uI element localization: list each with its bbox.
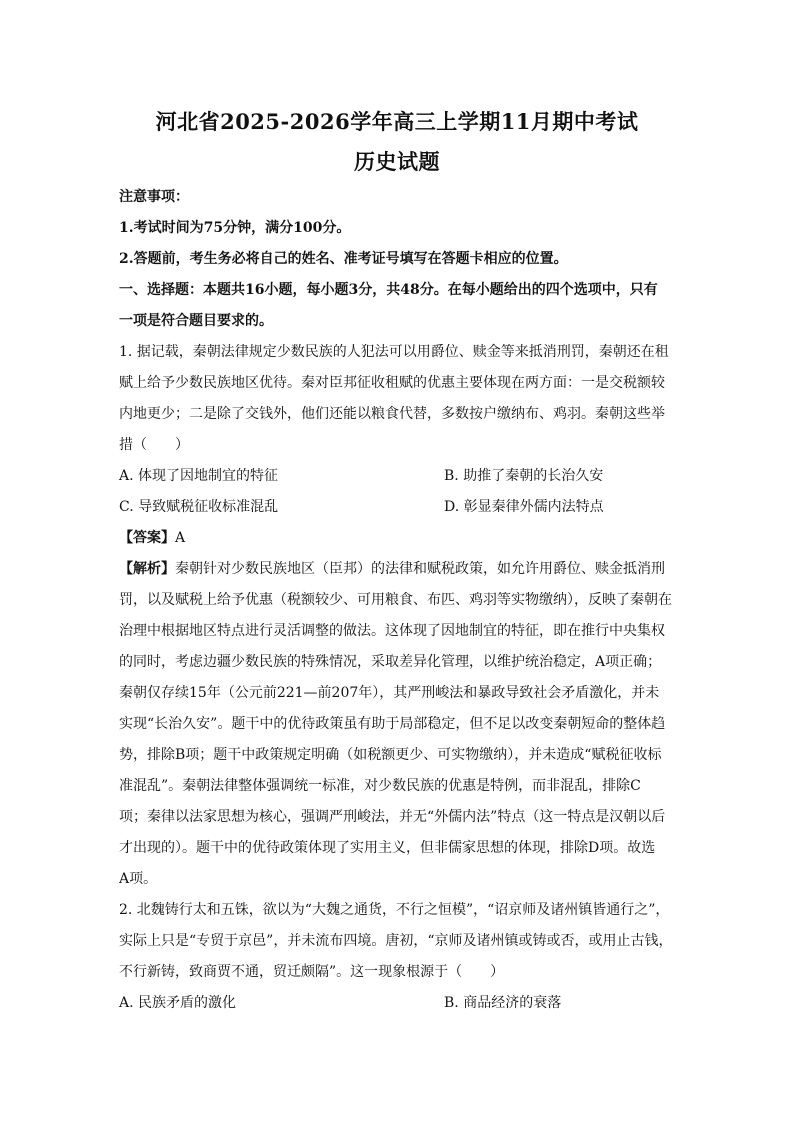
q2-stem-line: 实际上只是“专贸于京邑”，并未流布四境。唐初，“京师及诸州镇或铸或否，或用止古钱， [119, 933, 673, 949]
q1-analysis-line: 治理中根据地区特点进行灵活调整的做法。这体现了因地制宜的特征，即在推行中央集权 [119, 623, 665, 639]
q1-option-c: C. 导致赋税征收标准混乱 [119, 499, 279, 515]
q1-stem-line: 1. 据记载，秦朝法律规定少数民族的人犯法可以用爵位、赎金等来抵消刑罚，秦朝还在租 [119, 344, 669, 360]
analysis-label: 【解析】 [119, 561, 175, 577]
analysis-text: 秦朝针对少数民族地区（臣邦）的法律和赋税政策，如允许用爵位、赎金抵消刑 [175, 561, 665, 577]
q1-option-d: D. 彰显秦律外儒内法特点 [444, 499, 604, 515]
notes-item-2: 2.答题前，考生务必将自己的姓名、准考证号填写在答题卡相应的位置。 [119, 251, 568, 267]
q2-option-b: B. 商品经济的衰落 [444, 995, 562, 1011]
q2-stem-line: 2. 北魏铸行太和五铢，欲以为“大魏之通货，不行之恒模”，“诏京师及诸州镇皆通行之”， [119, 902, 670, 918]
q1-option-a: A. 体现了因地制宜的特征 [119, 468, 279, 484]
exam-subtitle: 历史试题 [354, 149, 440, 174]
q1-analysis-line: 实现“长治久安”。题干中的优待政策虽有助于局部稳定，但不足以改变秦朝短命的整体趋 [119, 716, 666, 732]
q1-answer [119, 528, 679, 548]
notes-heading: 注意事项： [119, 189, 189, 205]
notes-item-1: 1.考试时间为75分钟，满分100分。 [119, 220, 351, 236]
q1-analysis-line: 秦朝仅存续15年（公元前221—前207年），其严刑峻法和暴政导致社会矛盾激化，并未 [119, 685, 660, 701]
q1-analysis-line: 势，排除B项；题干中政策规定明确（如税额更少、可实物缴纳），并未造成“赋税征收标 [119, 747, 662, 763]
q2-option-a: A. 民族矛盾的激化 [119, 995, 237, 1011]
q1-analysis-line: 罚，以及赋税上给予优惠（税额较少、可用粮食、布匹、鸡羽等实物缴纳），反映了秦朝在 [119, 592, 672, 608]
q1-stem-line: 措（ ） [119, 437, 189, 453]
q1-analysis-line: A项。 [119, 871, 158, 887]
q1-analysis-line: 的同时，考虑边疆少数民族的特殊情况，采取差异化管理，以维护统治稳定，A项正确； [119, 654, 662, 670]
q1-analysis-line: 项；秦律以法家思想为核心，强调严刑峻法，并无“外儒内法”特点（这一特点是汉朝以后 [119, 809, 666, 825]
answer-value: A [175, 530, 186, 546]
q1-analysis-line: 才出现的）。题干中的优待政策体现了实用主义，但非儒家思想的体现，排除D项。故选 [119, 840, 656, 856]
section-heading-line-2: 一项是符合题目要求的。 [119, 313, 273, 329]
q2-stem-line: 不行新铸，致商贾不通，贸迁颇隔”。这一现象根源于（ ） [119, 964, 505, 980]
q1-stem-line: 内地更少；二是除了交钱外，他们还能以粮食代替，多数按户缴纳布、鸡羽。秦朝这些举 [119, 406, 665, 422]
answer-label: 【答案】 [119, 530, 175, 546]
q1-analysis-line [119, 559, 679, 579]
exam-title: 河北省2025-2026学年高三上学期11月期中考试 [155, 109, 639, 134]
q1-analysis-line: 准混乱”。秦朝法律整体强调统一标准，对少数民族的优惠是特例，而非混乱，排除C [119, 778, 641, 794]
q1-stem-line: 赋上给予少数民族地区优待。秦对臣邦征收租赋的优惠主要体现在两方面：一是交税额较 [119, 375, 665, 391]
q1-option-b: B. 助推了秦朝的长治久安 [444, 468, 604, 484]
section-heading-line-1: 一、选择题：本题共16小题，每小题3分，共48分。在每小题给出的四个选项中，只有 [119, 282, 658, 298]
